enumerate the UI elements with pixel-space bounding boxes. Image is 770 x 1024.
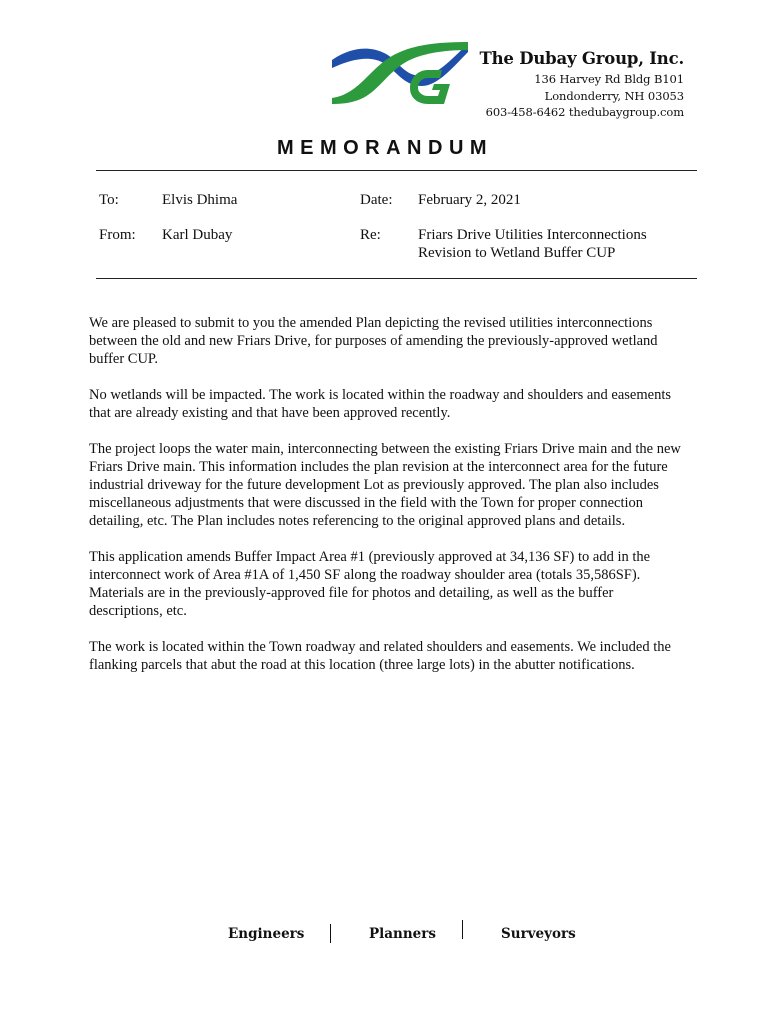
re-label: Re: (360, 227, 381, 243)
body-paragraph: The project loops the water main, interconnecting between the existing Friars Drive main and the new Friars Drive main. This information includes the plan revision at the interconnect area for the future industrial driveway for the future development Lot as previously approved. The plan also includes miscellaneous adjustments that were discussed in the field with the Town for proper connection detailing, etc. The Plan includes notes referencing to the original approved plans and details. (89, 441, 681, 529)
header-top-rule (96, 170, 697, 171)
memo-body (89, 314, 689, 692)
to-label: To: (99, 192, 119, 208)
company-contact: 603-458-6462 thedubaygroup.com (485, 105, 684, 119)
company-name: The Dubay Group, Inc. (479, 49, 684, 68)
footer-engineers: Engineers (228, 926, 305, 942)
footer-planners: Planners (369, 926, 436, 942)
header-bottom-rule (96, 278, 697, 279)
body-paragraph: We are pleased to submit to you the amended Plan depicting the revised utilities interconnections between the old and new Friars Drive, for purposes of amending the previously-approved wetland buffer CUP. (89, 315, 658, 367)
dubay-group-logo (330, 40, 470, 106)
from-value: Karl Dubay (162, 227, 233, 243)
footer-divider (330, 924, 331, 943)
body-paragraph: This application amends Buffer Impact Area #1 (previously approved at 34,136 SF) to add in the interconnect work of Area #1A of 1,450 SF along the roadway shoulder area (totals 35,586SF). Materials are in the previously-approved file for photos and detailing, as well as the buffer descriptions, etc. (89, 549, 651, 619)
re-line-1: Friars Drive Utilities Interconnections (418, 227, 647, 243)
footer-surveyors: Surveyors (501, 926, 576, 942)
memo-title: MEMORANDUM (276, 137, 494, 159)
re-line-2: Revision to Wetland Buffer CUP (418, 245, 616, 261)
date-label: Date: (360, 192, 393, 208)
from-label: From: (99, 227, 136, 243)
body-paragraph: No wetlands will be impacted. The work is located within the roadway and shoulders and easements that are already existing and that have been approved recently. (89, 387, 671, 421)
body-paragraph: The work is located within the Town roadway and related shoulders and easements. We included the flanking parcels that abut the road at this location (three large lots) in the abutter notifications. (89, 639, 671, 673)
company-address: 136 Harvey Rd Bldg B101 (534, 72, 684, 86)
to-value: Elvis Dhima (162, 192, 238, 208)
company-city: Londonderry, NH 03053 (544, 88, 684, 103)
company-info (480, 48, 685, 121)
date-value: February 2, 2021 (418, 192, 521, 208)
footer-divider (462, 920, 463, 939)
